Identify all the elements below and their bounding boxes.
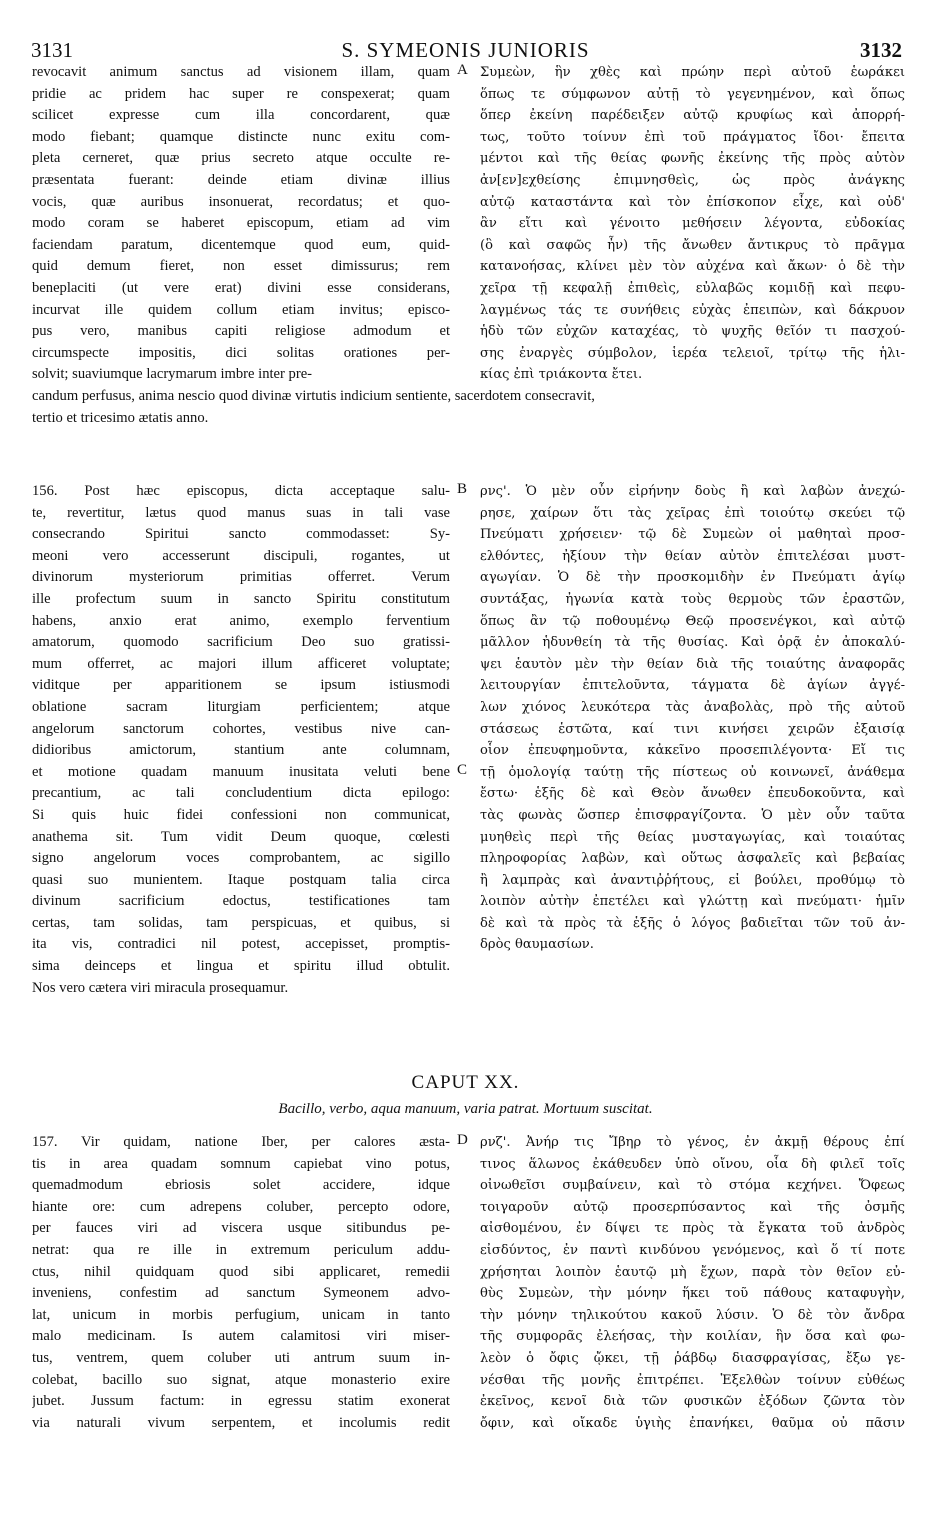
greek-text-line: λαγμένως τάς τε συνήθεις εὐχὰς ἐπειπὼν, καὶ δάκρυον [480,302,905,318]
latin-text-line: te, revertitur, lætus quod manus suas in tali vase [32,504,450,521]
latin-text-line: sima deinceps et lingua et spiritu illud obtulit. [32,958,450,975]
greek-text-line: τὴν μόνην τηλικούτου κακοῦ λύσιν. Ὁ δὲ τὸν ἄνδρα [480,1307,905,1323]
latin-text-line: colebat, bacillo suo signat, atque monasterio exire [32,1371,450,1388]
latin-text-line: ille profectum suum in sancto Spiritu constitutum [32,590,450,607]
greek-text-line: μέντοι καὶ τῆς θείας φωνῆς ἐκείνης τῆς πρὸς αὐτὸν [480,151,905,167]
greek-text-line: ἢ λαμπρὰς καὶ ἀναντιῤῥήτους, εἰ βούλει, προθύμῳ τὸ [480,872,905,888]
latin-text-line: viditque per apparitionem se ipsum istiusmodi [32,677,450,694]
latin-text-line: Si quis huic fidei confessioni non communicat, [32,806,450,823]
latin-text-line: pus vero, manibus capiti religiose admodum et [32,323,450,340]
latin-text-line: anathema sit. Tum vidit Deum quoque, cœlesti [32,828,450,845]
latin-text-line: oblatione sacram liturgiam perficientem; atque [32,698,450,715]
latin-text-line: tis in area quadam somnum capiebat vino potus, [32,1155,450,1172]
latin-text-line: quid demum fieret, non esset dimissurus; rem [32,258,450,275]
latin-text-line: divinum sacrificium edoctus, testificationes tam [32,893,450,910]
greek-text-line: τοιγαροῦν αὐτῷ προσερπύσαντος καὶ τῆς ὀσμῆς [480,1199,905,1215]
greek-column-section-2 [480,481,905,956]
greek-text-line: αἰσθομένου, ἐν δίψει τε πρὸς τὰ ἔγκατα τοῦ ἀνδρὸς [480,1221,905,1237]
greek-text-line: δὲ καὶ τὰ πρὸς τὰ ἑξῆς ὁ λόγος βαδιεῖται τῶν τοῦ ἀν- [480,915,905,931]
greek-text-line: οἷον ἐπευφημοῦντα, κἀκεῖνο προσεπιλέγοντα· Εἴ τις [480,743,905,759]
latin-text-line: et motione quadam manuum inusitata veluti bene [32,763,450,780]
latin-text-line: incurvat ille quidem collum etiam invitus; episco- [32,301,450,318]
latin-text-line: vocis, quæ auribus insonuerat, recordatus; et quo- [32,193,450,210]
greek-text-line: ρησε, χαίρων ὅτι τὰς χεῖρας ἐπὶ τοιούτῳ σκεύει τῷ [480,505,905,521]
latin-text-line: 156. Post hæc episcopus, dicta acceptaque salu- [32,483,450,499]
latin-text-line: Nos vero cætera viri miracula prosequamur. [32,979,289,996]
latin-text-line: solvit; suaviumque lacrymarum imbre inter pre- [32,366,313,383]
latin-text-line: scilicet expresse cum illa concordarent, quæ [32,107,450,124]
latin-text-line: inveniens, confestim ad sanctum Symeonem advo- [32,1285,450,1302]
greek-text-line: λειτουργίαν ἐπιτελοῦντα, τάγματα δὲ ἁγίων ἀγγέ- [480,678,905,694]
latin-text-line: habens, anxio erat animo, exemplo ferventium [32,612,450,629]
latin-text-line: circumspecte impositis, dici solitas orationes per- [32,344,450,361]
latin-text-line: præsentata fuerant: deinde etiam divinæ illius [32,171,450,188]
latin-column-section-2 [32,481,450,999]
latin-text-line: precantium, ac tali concludentium dicta epilogo: [32,785,450,802]
latin-text-line: malo medicinam. Is autem calamitosi viri miser- [32,1328,450,1345]
latin-text-line: ita vis, contradici nil potest, accepisset, promptis- [32,936,450,953]
greek-text-line: ἔστω· ἑξῆς δὲ καὶ Θεὸν ἄνωθεν ἐπευδοκοῦντα, καὶ [480,786,905,802]
latin-text-line: pridie ac pridem hac super re conspexerat; quam [32,85,450,102]
margin-marker-d: D [457,1132,468,1148]
latin-text-line: modo fiebant; quamque distincte nunc exitu com- [32,128,450,145]
greek-text-line: μυηθεὶς περὶ τῆς θείας μυσταγωγίας, καὶ τοιαύτας [480,829,905,845]
greek-text-line: αγωγίαν. Ὁ δὲ τὴν προσκομιδὴν ἐν Πνεύματι ἁγίῳ [480,570,905,586]
greek-text-line: σης ἐναργὲς σύμβολον, ἱερέα τελειοῖ, τρίτῳ τῆς ἡλι- [480,345,905,361]
chapter-summary: Bacillo, verbo, aqua manuum, varia patrat. Mortuum suscitat. [278,1101,653,1117]
greek-text-line: ἀν[εν]εχθείσης ἐπιμνησθεὶς, ὡς πρὸς ἀνάγκης [480,172,905,188]
greek-text-line: πληροφορίας λαβὼν, καὶ οὕτως ἀσφαλεῖς καὶ βεβαίας [480,851,905,867]
latin-text-line: certas, tam solidas, tam perspicuas, et quibus, si [32,914,450,931]
latin-text-line: modo coram se haberet episcopum, etiam ad vim [32,215,450,232]
greek-text-line: ελθόντες, ἠξίουν τὴν θείαν αὐτὸν ἐπιτελέσαι μυστ- [480,548,905,564]
latin-text-line: quemadmodum ebriosis solet accidere, idque [32,1177,450,1194]
latin-text-line: 157. Vir quidam, natione Iber, per calores æsta- [32,1134,450,1150]
chapter-heading: CAPUT XX. [411,1072,520,1093]
left-page-number: 3131 [31,38,73,62]
greek-text-line: μᾶλλον ἡδυνθείη τὰ τῆς θυσίας. Καὶ ὁρᾷ ἐν ἀποκαλύ- [480,635,905,651]
greek-text-line: ὄφιν, καὶ οἴκαδε ὑγιὴς ἐπανήκει, θαῦμα οὐ πᾶσιν [480,1415,905,1431]
latin-text-line: tus, ventrem, quem coluber uti antrum suum in- [32,1349,450,1366]
greek-text-line: στάσεως ἑστῶτα, καί τινι κινήσει χειρῶν ἐξαισίᾳ [480,721,905,737]
greek-text-line: ρνζ'. Ἀνήρ τις Ἴβηρ τὸ γένος, ἐν ἀκμῇ θέρους ἐπί [480,1135,905,1150]
greek-text-line: λεὸν ὁ ὄφις ᾤκει, τῇ ῥάβδῳ διασφραγίσας, ἔξω γε- [480,1350,905,1366]
latin-text-line: ctus, nihil quidquam quod sibi applicaret, remedii [32,1263,450,1280]
greek-text-line: θὺς Συμεὼν, τὴν μόνην ἥκει τοῦ πάθους καταφυγὴν, [480,1286,905,1302]
latin-text-line: jubet. Jussum factum: in egressu statim exonerat [32,1393,450,1410]
greek-text-line: ὅπερ ἐκείνη παρέδειξεν αὐτῷ κρυφίως καὶ ἀπορρή- [480,108,905,124]
latin-text-line: revocavit animum sanctus ad visionem illam, quam [32,64,450,80]
greek-text-line: Συμεὼν, ἣν χθὲς καὶ πρώην περὶ αὐτοῦ ἑωράκει [480,65,905,80]
latin-text-line: meoni vero accesserunt discipuli, rogantes, ut [32,547,450,564]
greek-text-line: χεῖρα τῇ κεφαλῇ ἐπιθεὶς, εὐλαβῶς κομιδῇ καὶ πεφυ- [480,280,905,296]
greek-text-line: νέσθαι τῆς μονῆς ἐπιτρέπει. Ἐξελθὼν τοίνυν εὐθέως [480,1372,905,1388]
latin-text-line: mum offerret, ac majori illum afficeret voluptate; [32,655,450,672]
greek-text-line: ἐκεῖνος, κενοῖ διὰ τῶν φυσικῶν ἐξόδων ζῶντα τὸν [480,1394,905,1410]
page-header [0,0,931,60]
right-page-number: 3132 [860,38,902,62]
greek-text-line: Πνεύματι χρήσειεν· τῷ δὲ Συμεὼν οἱ μαθηταὶ προσ- [480,527,905,543]
latin-text-line: beneplaciti (ut vere erat) divini esse considerans, [32,279,450,296]
latin-text-line: hiante ore: cum adrepens coluber, percepto odore, [32,1198,450,1215]
text-line: tertio et tricesimo ætatis anno. [32,409,209,426]
greek-text-line: ἂν εἴτι καὶ γένοιτο μεθήσειν λέγοντα, εὐδοκίας [480,216,905,232]
latin-text-line: per fauces viri ad viscera usque sitibundus pe- [32,1220,450,1237]
greek-text-line: εἰσδύντος, ἐν παντὶ κινδύνου γενόμενος, καὶ ὅ τί ποτε [480,1242,905,1258]
greek-text-line: δρὸς θαυμασίων. [480,937,594,953]
margin-marker-b: B [457,481,468,497]
greek-text-line: τὰς φωνὰς ὥσπερ ἐπισφραγίζοντα. Ὁ μὲν οὖν ταῦτα [480,807,905,823]
margin-marker-c: C [457,762,468,778]
greek-text-line: ἡδὺ τῶν εὐχῶν καταχέας, τὸ ψυχῆς θεῖόν τι πασχού- [480,324,905,340]
latin-text-line: lat, unicum in morbis perfugium, unicam in tanto [32,1306,450,1323]
latin-text-line: didioribus amictorum, stantium ante columnam, [32,742,450,759]
full-width-continuation [32,386,902,429]
greek-column-section-3 [480,1132,905,1434]
latin-text-line: via naturali vivum serpentem, et incolumis redit [32,1414,450,1431]
latin-text-line: amatorum, quomodo sacrificium Deo suo gratissi- [32,634,450,651]
greek-text-line: τῇ ὁμολογίᾳ ταύτῃ τῆς πίστεως οὐ κοινωνεῖ, ἀνάθεμα [480,764,905,780]
greek-column-section-1 [480,62,905,386]
greek-text-line: κατανοήσας, κλίνει μὲν τὸν αὐχένα καὶ ἄκων· ὁ δὲ τὴν [480,259,905,275]
greek-text-line: αὐτῷ καταστάντα καὶ τὸν ἐπίσκοπον εἶχε, καὶ οὐδ' [480,194,905,210]
greek-text-line: λων χιόνος λευκότερα τὰς ἀναβολὰς, πρὸ τῆς αὐτοῦ [480,699,905,715]
greek-text-line: οἰνωθεῖσι συμβαίνειν, καὶ τὸ στόμα κεχήνει. Ὄφεως [480,1178,905,1194]
greek-text-line: ψει ἑαυτὸν μὲν τὴν θείαν διὰ τῆς τοιαύτης ἀναφορᾶς [480,656,905,672]
greek-text-line: κίας ἐπὶ τριάκοντα ἔτει. [480,367,643,383]
greek-text-line: λοιπὸν αὐτὴν ἐπετέλει καὶ γλώττῃ καὶ πνεύματι· ἡμῖν [480,894,905,910]
running-title: S. SYMEONIS JUNIORIS [341,38,590,62]
greek-text-line: ὅπως τε σύμφωνον αὐτῇ τὸ γεγενημένον, καὶ ὅπως [480,86,905,102]
latin-column-section-1 [32,62,450,386]
greek-text-line: ὅπως ἂν τῷ ποθουμένῳ Θεῷ προσενέγκοι, καὶ αὐτῷ [480,613,905,629]
latin-text-line: faciendam paratum, dicentemque quod eum, quid- [32,236,450,253]
latin-text-line: pleta cerneret, quæ prius secreto atque occulte re- [32,150,450,167]
greek-text-line: τως, τοῦτο τοίνυν ἐπὶ τοῦ πράγματος ἴδοι· ἔπειτα [480,129,905,145]
latin-text-line: consecrando Spiritui sancto commodasset: Sy- [32,526,450,543]
latin-text-line: netrat: qua re ille in extremum periculum addu- [32,1241,450,1258]
greek-text-line: συντάξας, ἠγωνία κατὰ τοὺς θερμοὺς τῶν ἐραστῶν, [480,591,905,607]
greek-text-line: (ὃ καὶ σαφῶς ἦν) τῆς ἄνωθεν ἄντικρυς τὸ πρᾶγμα [480,237,905,253]
latin-text-line: divinorum mysteriorum primitias offerret. Verum [32,569,450,586]
latin-text-line: quasi suo munientem. Itaque postquam talia circa [32,871,450,888]
latin-text-line: signo angelorum voces comprobantem, ac sigillo [32,850,450,867]
greek-text-line: τῆς συμφορᾶς ἐλεήσας, τὴν κοιλίαν, ἣν ὅσα καὶ φω- [480,1329,905,1345]
text-line: candum perfusus, anima nescio quod divinæ virtutis indicium sentiente, sacerdotem consecravit, [32,388,595,404]
margin-marker-a: A [457,62,468,78]
greek-text-line: χρήσηται λοιπὸν ἑαυτῷ μὴ ἔχων, παρὰ τὸν θεῖον εὐ- [480,1264,905,1280]
latin-text-line: angelorum sanctorum cohortes, vestibus nive can- [32,720,450,737]
greek-text-line: ρνς'. Ὁ μὲν οὖν εἰρήνην δοὺς ἢ καὶ λαβὼν ἀνεχώ- [480,484,905,499]
latin-column-section-3 [32,1132,450,1434]
greek-text-line: τινος ἅλωνος ἐκάθευδεν ὑπὸ οἴνου, οἷα δὴ φιλεῖ τοῖς [480,1156,905,1172]
